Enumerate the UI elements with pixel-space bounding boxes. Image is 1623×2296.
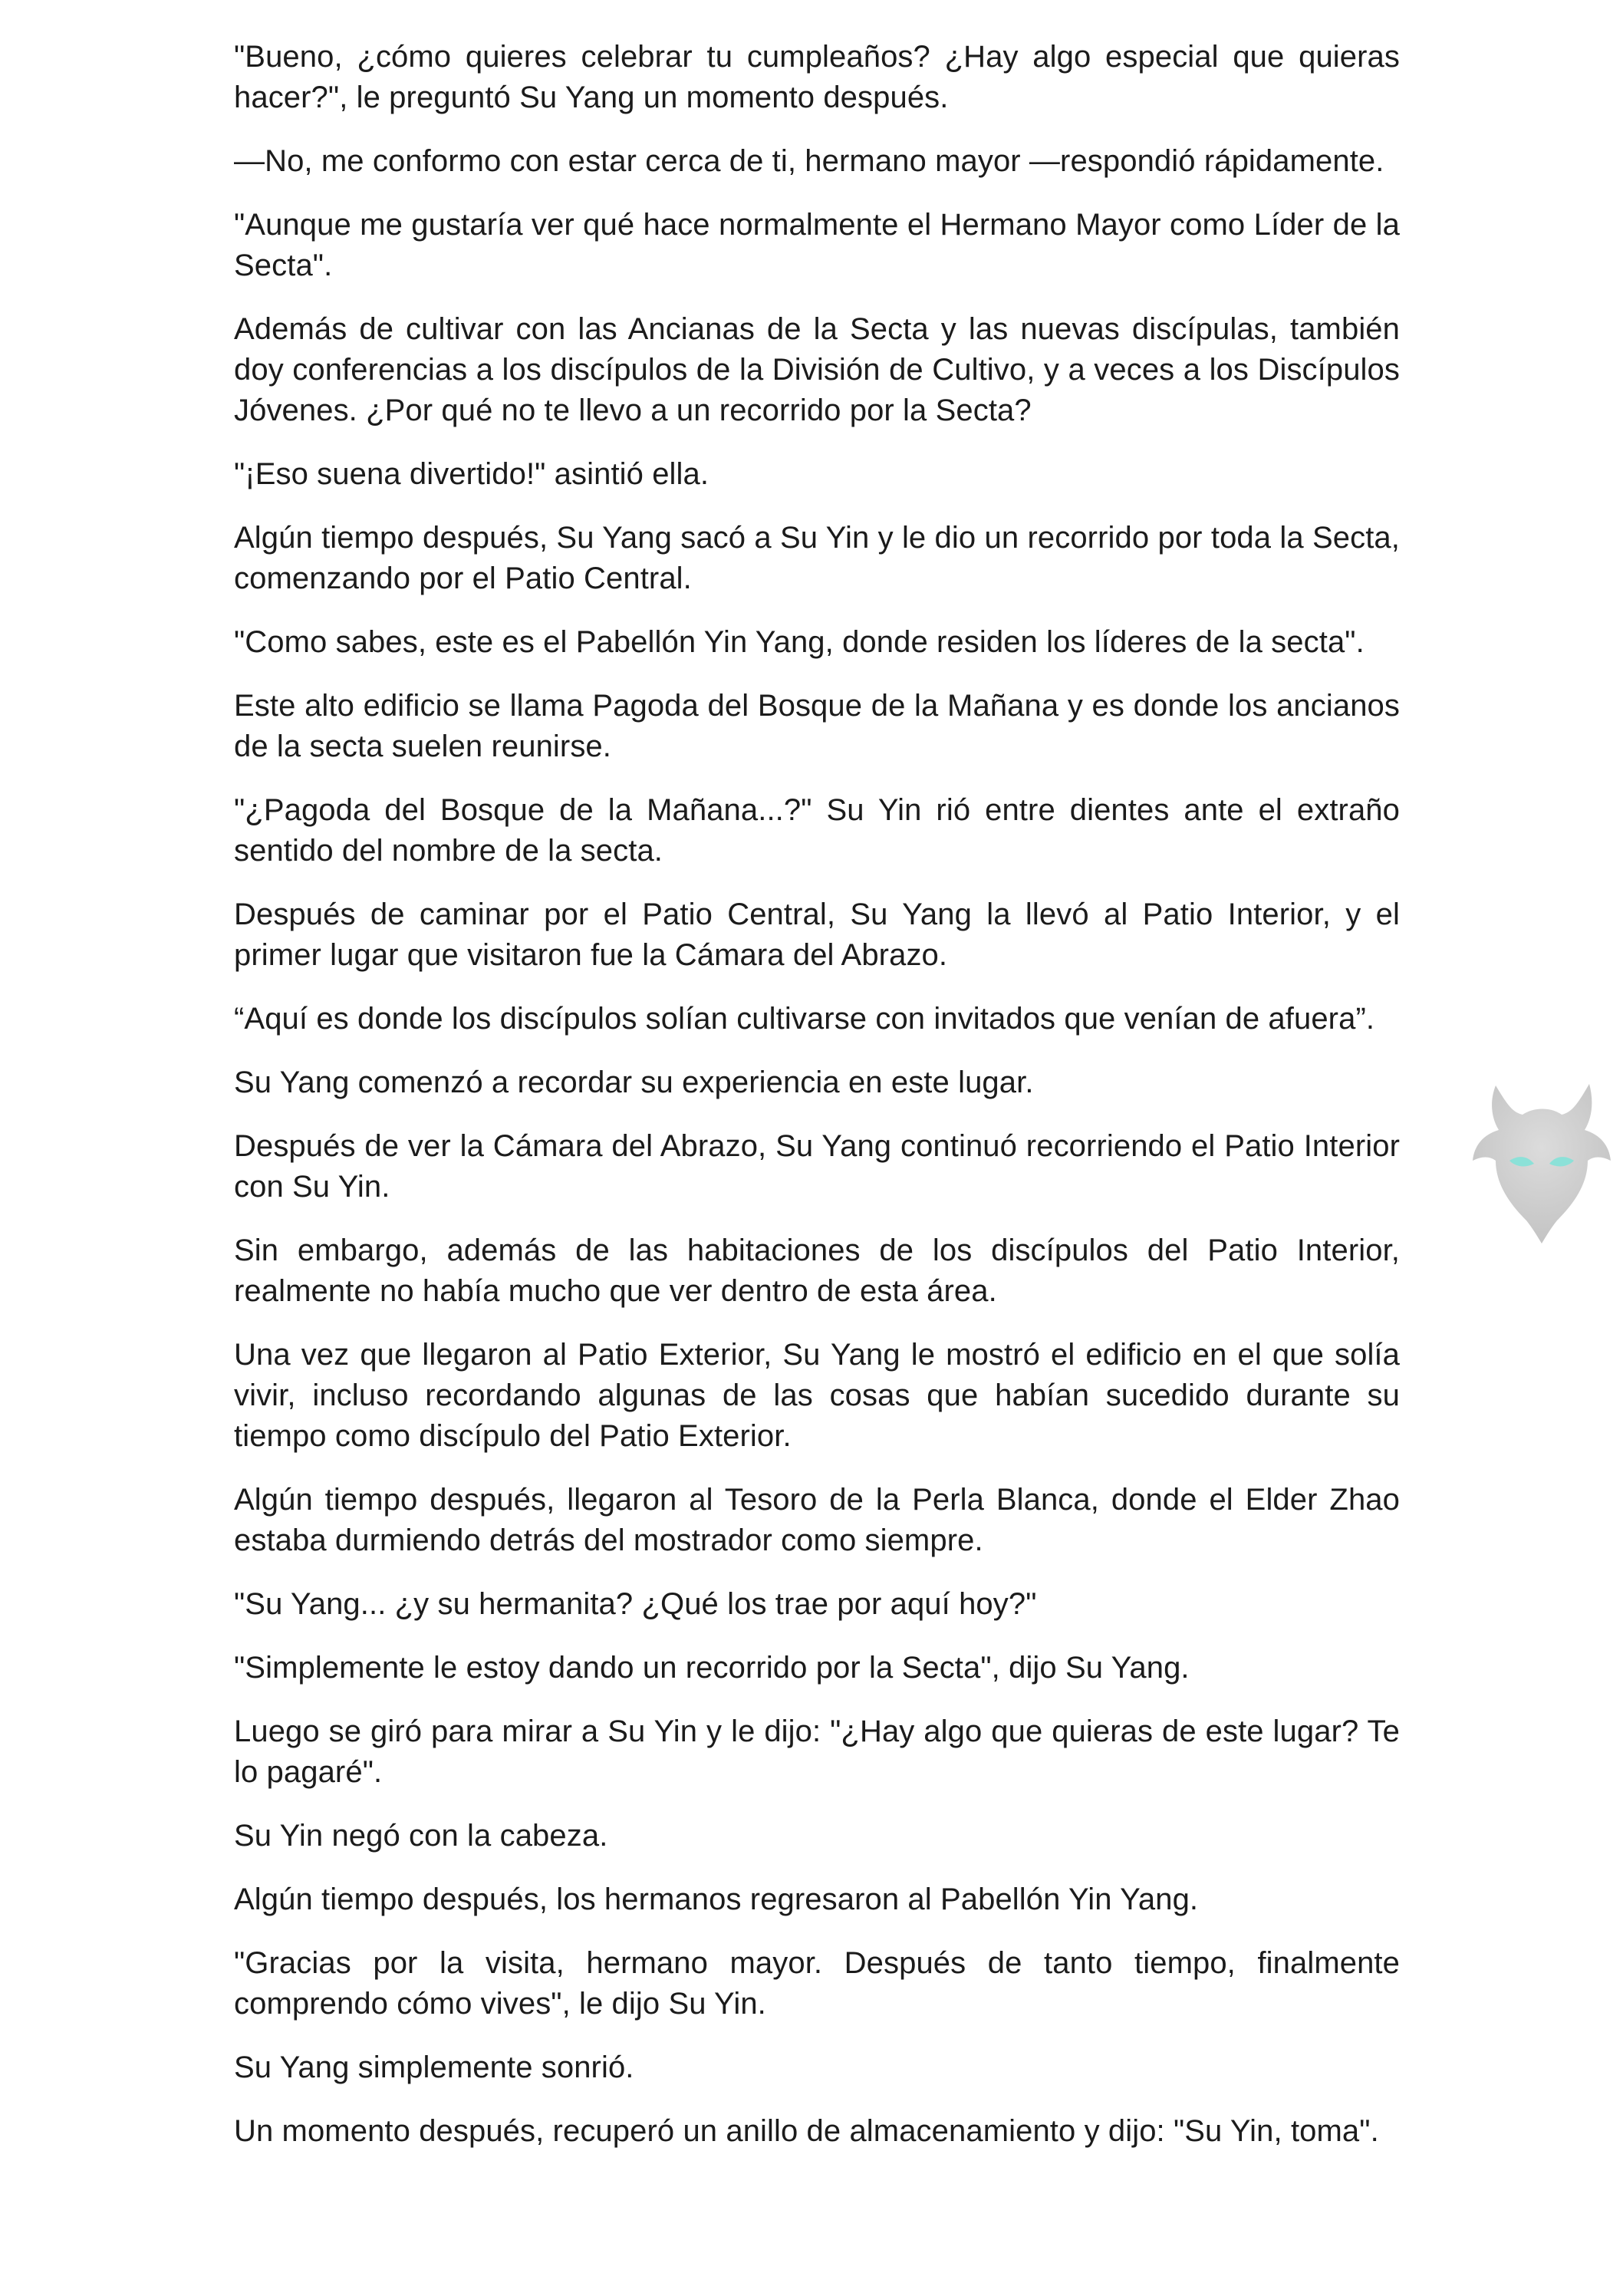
demon-head-silhouette (1473, 1084, 1611, 1244)
paragraph: Su Yang simplemente sonrió. (234, 2051, 634, 2084)
chapter-text (234, 37, 1400, 2175)
paragraph: Una vez que llegaron al Patio Exterior, Su Yang le mostró el edificio en el que solía vivir, incluso recordando algunas de las cosas que habían sucedido durante su tiempo como discípulo del Patio Exterior. (234, 1338, 1400, 1453)
paragraph: "Como sabes, este es el Pabellón Yin Yang, donde residen los líderes de la secta". (234, 625, 1365, 659)
paragraph: Su Yang comenzó a recordar su experiencia en este lugar. (234, 1066, 1034, 1099)
paragraph: “Aquí es donde los discípulos solían cultivarse con invitados que venían de afuera”. (234, 1002, 1375, 1036)
paragraph: "Bueno, ¿cómo quieres celebrar tu cumpleaños? ¿Hay algo especial que quieras hacer?", le preguntó Su Yang un momento después. (234, 40, 1400, 114)
paragraph: —No, me conformo con estar cerca de ti, hermano mayor —respondió rápidamente. (234, 144, 1384, 178)
paragraph: Además de cultivar con las Ancianas de la Secta y las nuevas discípulas, también doy conferencias a los discípulos de la División de Cultivo, y a veces a los Discípulos Jóvenes. ¿Por qué no te llevo a un recorrido por la Secta? (234, 312, 1400, 427)
paragraph: Algún tiempo después, llegaron al Tesoro de la Perla Blanca, donde el Elder Zhao estaba durmiendo detrás del mostrador como siempre. (234, 1483, 1400, 1557)
paragraph: "Gracias por la visita, hermano mayor. Después de tanto tiempo, finalmente comprendo cómo vives", le dijo Su Yin. (234, 1946, 1400, 2021)
paragraph: Algún tiempo después, Su Yang sacó a Su Yin y le dio un recorrido por toda la Secta, comenzando por el Patio Central. (234, 521, 1400, 595)
demon-head-icon (1465, 1070, 1618, 1247)
paragraph: Este alto edificio se llama Pagoda del Bosque de la Mañana y es donde los ancianos de la secta suelen reunirse. (234, 689, 1400, 763)
paragraph: "Simplemente le estoy dando un recorrido por la Secta", dijo Su Yang. (234, 1651, 1190, 1685)
paragraph: "¡Eso suena divertido!" asintió ella. (234, 457, 709, 491)
paragraph: "Aunque me gustaría ver qué hace normalmente el Hermano Mayor como Líder de la Secta". (234, 208, 1400, 282)
paragraph: Algún tiempo después, los hermanos regresaron al Pabellón Yin Yang. (234, 1883, 1199, 1916)
paragraph: Un momento después, recuperó un anillo de almacenamiento y dijo: "Su Yin, toma". (234, 2114, 1379, 2148)
paragraph: Su Yin negó con la cabeza. (234, 1819, 608, 1853)
paragraph: Después de caminar por el Patio Central, Su Yang la llevó al Patio Interior, y el primer lugar que visitaron fue la Cámara del Abrazo. (234, 898, 1400, 972)
paragraph: "Su Yang... ¿y su hermanita? ¿Qué los trae por aquí hoy?" (234, 1587, 1037, 1621)
paragraph: Después de ver la Cámara del Abrazo, Su Yang continuó recorriendo el Patio Interior con Su Yin. (234, 1129, 1400, 1204)
paragraph: Luego se giró para mirar a Su Yin y le dijo: "¿Hay algo que quieras de este lugar? Te lo pagaré". (234, 1715, 1400, 1789)
paragraph: "¿Pagoda del Bosque de la Mañana...?" Su Yin rió entre dientes ante el extraño sentido del nombre de la secta. (234, 793, 1400, 868)
paragraph: Sin embargo, además de las habitaciones de los discípulos del Patio Interior, realmente no había mucho que ver dentro de esta área. (234, 1234, 1400, 1308)
